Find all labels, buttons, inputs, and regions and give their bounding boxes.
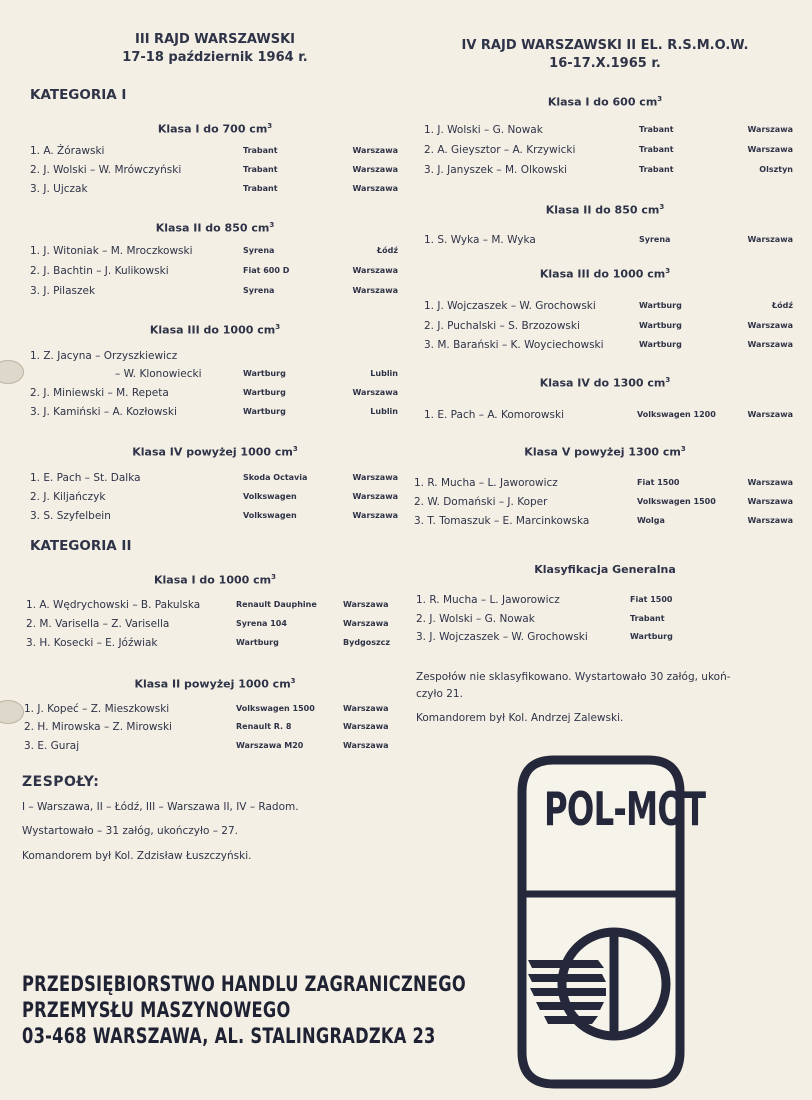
table-row: 2. W. Domański – J. Koper Volkswagen 1500 Warszawa <box>414 496 793 508</box>
klasyfikacja-generalna-heading: Klasyfikacja Generalna <box>534 563 676 576</box>
table-row: 3. J. Wojczaszek – W. Grochowski Wartburg <box>416 631 673 643</box>
zespoly-text: I – Warszawa, II – Łódź, III – Warszawa II, IV – Radom. <box>22 801 299 813</box>
r-klasa-3-heading: Klasa III do 1000 $cm^3$ <box>539 267 671 281</box>
table-row: 3. J. Janyszek – M. Olkowski Trabant Olsztyn <box>424 164 793 176</box>
r-klasa-4-heading: Klasa IV do 1300 $cm^3$ <box>539 376 671 390</box>
table-row: 1. A. Wędrychowski – B. Pakulska Renault Dauphine Warszawa <box>26 599 389 611</box>
k1-klasa-1-heading: Klasa I do 700 $cm^3$ <box>157 122 273 136</box>
kategoria-1-heading: KATEGORIA I <box>30 87 127 103</box>
table-row: – W. Klonowiecki Wartburg Lublin <box>115 368 398 380</box>
r-klasa-2-heading: Klasa II do 850 $cm^3$ <box>545 203 665 217</box>
zespoly-heading: ZESPOŁY: <box>22 774 100 790</box>
table-row: 3. J. Ujczak Trabant Warszawa <box>30 183 398 195</box>
left-title-line1: III RAJD WARSZAWSKI <box>135 32 295 47</box>
table-row: 2. J. Kiljańczyk Volkswagen Warszawa <box>30 491 398 503</box>
table-row: 1. E. Pach – St. Dalka Skoda Octavia Warszawa <box>30 472 398 484</box>
k2-klasa-2-heading: Klasa II powyżej 1000 $cm^3$ <box>134 677 296 691</box>
table-row: 3. E. Guraj Warszawa M20 Warszawa <box>24 740 389 752</box>
k1-klasa-4-heading: Klasa IV powyżej 1000 $cm^3$ <box>132 445 298 459</box>
table-row: 3. J. Pilaszek Syrena Warszawa <box>30 285 398 297</box>
kategoria-2-heading: KATEGORIA II <box>30 538 132 554</box>
table-row: 1. Z. Jacyna – Orzyszkiewicz <box>30 350 178 362</box>
table-row: 2. A. Gieysztor – A. Krzywicki Trabant Warszawa <box>424 144 793 156</box>
table-row: 2. J. Miniewski – M. Repeta Wartburg Warszawa <box>30 387 398 399</box>
table-row: 2. H. Mirowska – Z. Mirowski Renault R. 8 Warszawa <box>24 721 389 733</box>
r-klasa-5-heading: Klasa V powyżej 1300 $cm^3$ <box>524 445 686 459</box>
table-row: 2. J. Puchalski – S. Brzozowski Wartburg Warszawa <box>424 320 793 332</box>
table-row: 3. J. Kamiński – A. Kozłowski Wartburg Lublin <box>30 406 398 418</box>
table-row: 1. R. Mucha – L. Jaworowicz Fiat 1500 <box>416 594 673 606</box>
table-row: 2. J. Wolski – W. Mrówczyński Trabant Warszawa <box>30 164 398 176</box>
table-row: 1. J. Kopeć – Z. Mieszkowski Volkswagen 1500 Warszawa <box>24 703 389 715</box>
company-name-line2: PRZEMYSŁU MASZYNOWEGO <box>22 998 291 1022</box>
table-row: 3. H. Kosecki – E. Jóźwiak Wartburg Bydgoszcz <box>26 637 391 649</box>
table-row: 2. M. Varisella – Z. Varisella Syrena 104 Warszawa <box>26 618 389 630</box>
right-title-line1: IV RAJD WARSZAWSKI II EL. R.S.M.O.W. <box>461 38 749 53</box>
table-row: 1. J. Wolski – G. Nowak Trabant Warszawa <box>424 124 793 136</box>
table-row: 1. S. Wyka – M. Wyka Syrena Warszawa <box>424 234 793 246</box>
table-row: 1. E. Pach – A. Komorowski Volkswagen 1200 Warszawa <box>424 409 793 421</box>
polmot-logo <box>508 752 706 1092</box>
table-row: 3. T. Tomaszuk – E. Marcinkowska Wolga Warszawa <box>414 515 793 527</box>
komandor-text-right: Komandorem był Kol. Andrzej Zalewski. <box>416 712 624 724</box>
table-row: 1. J. Wojczaszek – W. Grochowski Wartburg Łódź <box>424 300 793 312</box>
table-row: 1. R. Mucha – L. Jaworowicz Fiat 1500 Warszawa <box>414 477 793 489</box>
left-title-line2: 17-18 październik 1964 r. <box>122 50 308 65</box>
table-row: 3. S. Szyfelbein Volkswagen Warszawa <box>30 510 398 522</box>
k1-klasa-3-heading: Klasa III do 1000 $cm^3$ <box>149 323 281 337</box>
k1-klasa-2-heading: Klasa II do 850 $cm^3$ <box>155 221 275 235</box>
company-name-line1: PRZEDSIĘBIORSTWO HANDLU ZAGRANICZNEGO <box>22 972 466 996</box>
r-klasa-1-heading: Klasa I do 600 $cm^3$ <box>547 95 663 109</box>
table-row: 3. M. Barański – K. Woyciechowski Wartburg Warszawa <box>424 339 793 351</box>
table-row: 2. J. Bachtin – J. Kulikowski Fiat 600 D Warszawa <box>30 265 398 277</box>
komandor-text: Komandorem był Kol. Zdzisław Łuszczyński. <box>22 850 252 862</box>
table-row: 1. A. Żórawski Trabant Warszawa <box>30 145 398 157</box>
right-title-line2: 16-17.X.1965 r. <box>549 56 661 71</box>
table-row: 2. J. Wolski – G. Nowak Trabant <box>416 613 665 625</box>
zespolow-text-line2: czyło 21. <box>416 688 463 700</box>
wystartowalo-text: Wystartowało – 31 załóg, ukończyło – 27. <box>22 825 239 837</box>
table-row: 1. J. Witoniak – M. Mroczkowski Syrena Łódź <box>30 245 398 257</box>
k2-klasa-1-heading: Klasa I do 1000 $cm^3$ <box>153 573 276 587</box>
polmot-logo-text: POL-MOT <box>544 782 706 836</box>
company-address: 03-468 WARSZAWA, AL. STALINGRADZKA 23 <box>22 1024 436 1048</box>
zespolow-text-line1: Zespołów nie sklasyfikowano. Wystartowało 30 załóg, ukoń- <box>416 671 731 683</box>
